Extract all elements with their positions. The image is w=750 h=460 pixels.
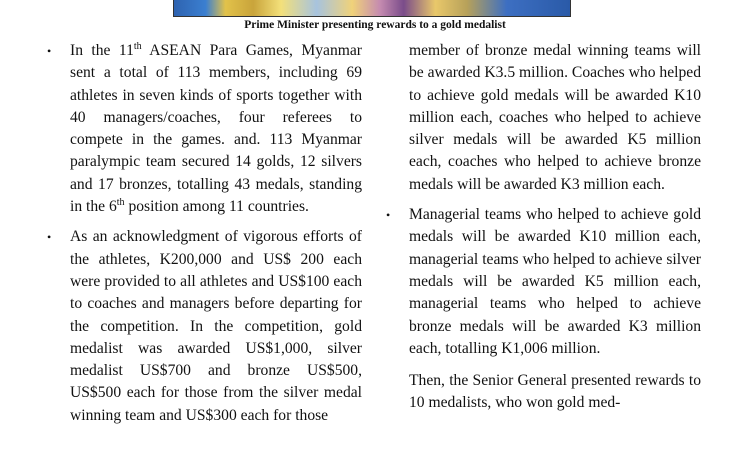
bullet-icon: • — [47, 230, 52, 245]
bullet-icon: • — [386, 208, 391, 223]
bullet-item-managerial-teams — [386, 204, 701, 360]
bullet-icon: • — [47, 44, 52, 58]
continued-text: member of bronze medal winning teams will be awarded K3.5 million. Coaches who helped to achieve gold medals will be awarded K10 million each, coaches who helped to achieve silver medals will be awarded K5 million each, coaches who helped to achieve bronze medals will be awarded K3 million each. — [409, 42, 701, 193]
photo-caption: Prime Minister presenting rewards to a gold medalist — [244, 19, 506, 31]
bullet-item-acknowledgment — [47, 226, 362, 427]
body-paragraph: Then, the Senior General presented rewards to 10 medalists, who won gold med- — [409, 372, 701, 412]
bullet-item-para-games — [47, 40, 362, 218]
bullet-text: Managerial teams who helped to achieve gold medals will be awarded K10 million each, managerial teams who helped to achieve silver medals will be awarded K5 million each, managerial teams who helped to achieve bronze medals will be awarded K3 million each, totalling K1,006 million. — [409, 206, 701, 357]
right-column — [386, 40, 701, 415]
news-photo — [173, 0, 571, 17]
bullet-text: As an acknowledgment of vigorous efforts of the athletes, K200,000 and US$ 200 each were provided to all athletes and US$100 each to coaches and managers before departing for the competition. In the competition, gold medalist was awarded US$1,000, silver medalist US$700 and bronze US$500, US$500 each for those from the silver medal winning team and US$300 each for those — [70, 228, 362, 424]
bullet-text: In the 11th ASEAN Para Games, Myanmar sent a total of 113 members, including 69 athletes in seven kinds of sports together with 40 managers/coaches, four referees to compete in the games. and. 113 Myanmar paralympic team secured 14 golds, 12 silvers and 17 bronzes, totalling 43 medals, standing in the 6th position among 11 countries. — [70, 40, 362, 216]
left-column — [47, 40, 362, 427]
